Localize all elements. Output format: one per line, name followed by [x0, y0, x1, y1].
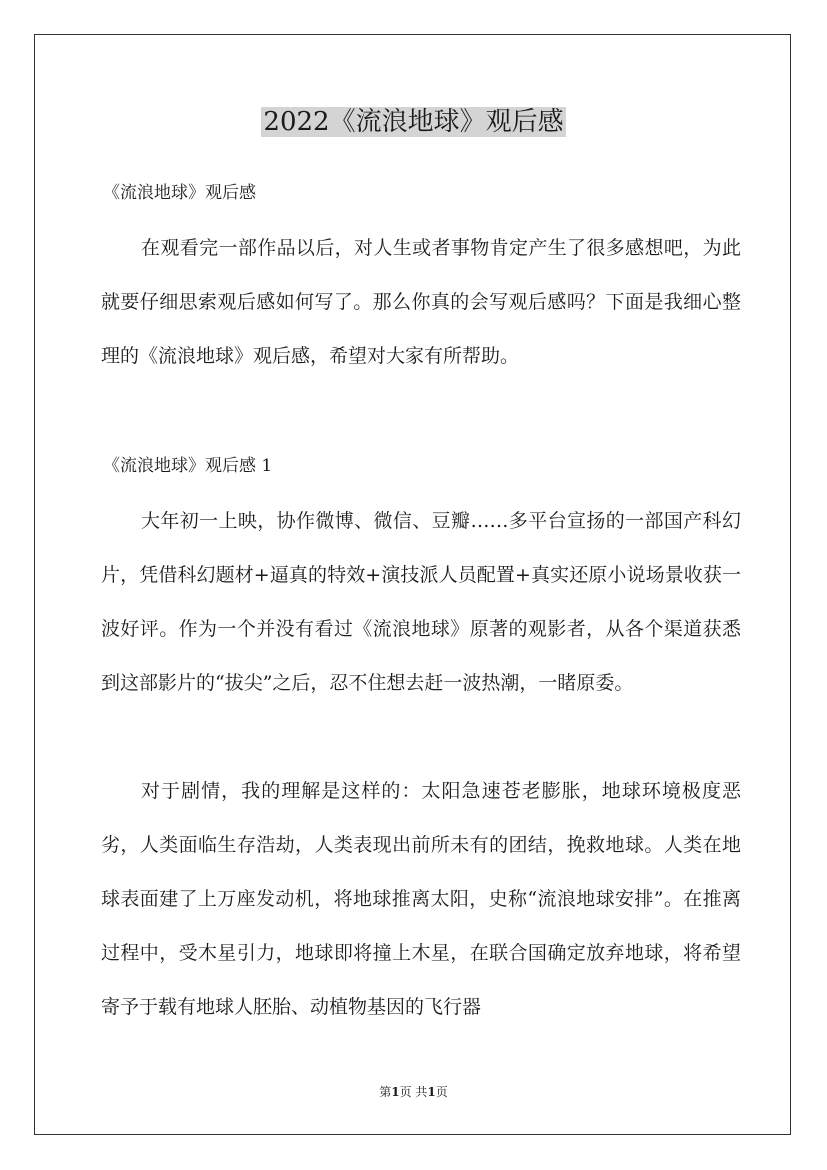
total-label-suffix: 页	[435, 1085, 448, 1099]
page-number: 1	[391, 1085, 400, 1099]
document-title-text: 2022《流浪地球》观后感	[263, 107, 564, 137]
intro-heading: 《流浪地球》观后感	[103, 183, 256, 203]
section-1-paragraph-2: 对于剧情，我的理解是这样的：太阳急速苍老膨胀，地球环境极度恶劣，人类面临生存浩劫，人类表现出前所未有的团结，挽救地球。人类在地球表面建了上万座发动机，将地球推离太阳，史称“流浪地球安排”。在推离过程中，受木星引力，地球即将撞上木星，在联合国确定放弃地球，将希望寄予于载有地球人胚胎、动植物基因的飞行器	[101, 780, 741, 1018]
page-footer	[0, 1083, 827, 1101]
total-label-prefix: 共	[415, 1085, 428, 1099]
section-1-heading: 《流浪地球》观后感 1	[103, 456, 273, 476]
total-pages: 1	[427, 1085, 436, 1099]
section-1-paragraph-1: 大年初一上映，协作微博、微信、豆瓣……多平台宣扬的一部国产科幻片，凭借科幻题材+逼真的特效+演技派人员配置+真实还原小说场景收获一波好评。作为一个并没有看过《流浪地球》原著的观影者，从各个渠道获悉到这部影片的“拔尖”之后，忍不住想去赶一波热潮，一睹原委。	[101, 510, 741, 694]
intro-paragraph: 在观看完一部作品以后，对人生或者事物肯定产生了很多感想吧，为此就要仔细思索观后感如何写了。那么你真的会写观后感吗？下面是我细心整理的《流浪地球》观后感，希望对大家有所帮助。	[101, 237, 741, 367]
page-label-prefix: 第	[379, 1085, 392, 1099]
document-title	[0, 100, 827, 144]
page-label-suffix: 页	[399, 1085, 412, 1099]
